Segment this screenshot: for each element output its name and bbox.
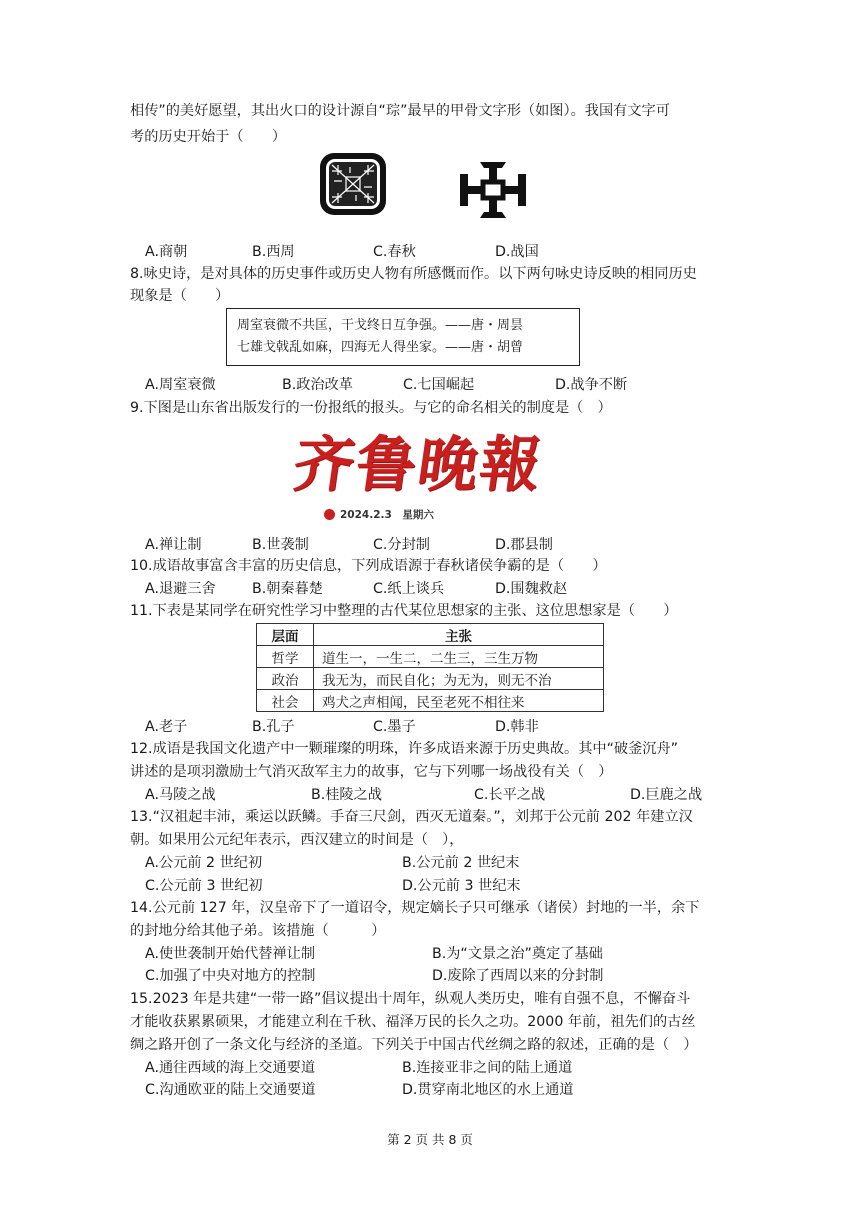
page-footer: 第 2 页 共 8 页: [387, 1132, 473, 1147]
table-cell-idea: 道生一，一生二，二生三，三生万物: [314, 646, 604, 668]
table-cell-idea: 鸡犬之声相闻，民至老死不相往来: [314, 690, 604, 712]
q10-option-c[interactable]: C.纸上谈兵: [373, 581, 445, 597]
q10-text-line1: 10.成语故事富含丰富的历史信息，下列成语源于春秋诸侯争霸的是（ ）: [130, 558, 607, 574]
table-row: [257, 668, 604, 690]
q8-option-a[interactable]: A.周室衰微: [145, 377, 216, 393]
q7-option-a[interactable]: A.商朝: [145, 244, 188, 260]
q12-option-b[interactable]: B.桂陵之战: [311, 787, 382, 803]
q15-text-line1: 15.2023 年是共建“一带一路”倡议提出十周年，纵观人类历史，唯有自强不息，不懈奋斗: [130, 991, 691, 1007]
q11-option-b[interactable]: B.孔子: [252, 719, 295, 735]
q10-option-b[interactable]: B.朝秦暮楚: [252, 581, 323, 597]
q8-option-c[interactable]: C.七国崛起: [403, 377, 475, 393]
q13-option-b[interactable]: B.公元前 2 世纪末: [402, 855, 520, 871]
q9-option-d[interactable]: D.郡县制: [495, 537, 553, 553]
table-row: [257, 646, 604, 668]
q15-text-line3: 绸之路开创了一条文化与经济的圣道。下列关于中国古代丝绸之路的叙述，正确的是（ ）: [130, 1037, 698, 1053]
q8-option-d[interactable]: D.战争不断: [555, 377, 628, 393]
q7-option-d[interactable]: D.战国: [495, 244, 539, 260]
table-cell-layer: 社会: [257, 690, 314, 712]
q7-option-c[interactable]: C.春秋: [373, 244, 416, 260]
q13-option-a[interactable]: A.公元前 2 世纪初: [145, 855, 263, 871]
q8-poem-line1: 周室衰微不共匡，干戈终日互争强。——唐・周昙: [237, 318, 524, 333]
q12-option-a[interactable]: A.马陵之战: [145, 787, 216, 803]
q14-option-d[interactable]: D.废除了西周以来的分封制: [432, 968, 604, 984]
table-cell-layer: 哲学: [257, 646, 314, 668]
q8-text-line1: 8.咏史诗，是对具体的历史事件或历史人物有所感慨而作。以下两句咏史诗反映的相同历史: [130, 266, 697, 282]
table-header-layer: 层面: [257, 624, 314, 646]
q8-poem-box: [226, 308, 580, 366]
q14-option-b[interactable]: B.为“文景之治”奠定了基础: [432, 946, 603, 962]
table-header-idea: 主张: [314, 624, 604, 646]
q7-option-b[interactable]: B.西周: [252, 244, 295, 260]
q9-option-a[interactable]: A.禅让制: [145, 537, 202, 553]
q15-option-d[interactable]: D.贯穿南北地区的水上通道: [402, 1082, 574, 1098]
q9-option-c[interactable]: C.分封制: [373, 537, 430, 553]
q13-text-line2: 朝。如果用公元纪年表示，西汉建立的时间是（ ），: [130, 832, 464, 848]
q8-option-b[interactable]: B.政治改革: [282, 377, 353, 393]
q15-text-line2: 才能收获累累硕果，才能建立利在千秋、福泽万民的长久之功。2000 年前，祖先们的古丝: [130, 1014, 696, 1030]
q11-option-c[interactable]: C.墨子: [373, 719, 416, 735]
q14-text-line2: 的封地分给其他子弟。该措施（ ）: [130, 923, 386, 939]
q12-text-line2: 讲述的是项羽激励士气消灭敌军主力的故事，它与下列哪一场战役有关（ ）: [130, 764, 613, 780]
q14-text-line1: 14.公元前 127 年，汉皇帝下了一道诏令，规定嫡长子只可继承（诸侯）封地的一半，余下: [130, 900, 700, 916]
q13-option-d[interactable]: D.公元前 3 世纪末: [402, 878, 521, 894]
cong-oracle-bone-glyph-image: [458, 160, 528, 220]
thinker-ideas-table: [256, 623, 604, 712]
q11-option-d[interactable]: D.韩非: [495, 719, 539, 735]
table-row: [257, 690, 604, 712]
q12-option-c[interactable]: C.长平之战: [474, 787, 546, 803]
q8-poem-line2: 七雄戈戟乱如麻，四海无人得坐家。——唐・胡曾: [237, 340, 524, 355]
q11-option-a[interactable]: A.老子: [145, 719, 188, 735]
q12-text-line1: 12.成语是我国文化遗产中一颗璀璨的明珠，许多成语来源于历史典故。其中“破釜沉舟”: [130, 741, 679, 757]
q9-option-b[interactable]: B.世袭制: [252, 537, 309, 553]
table-cell-idea: 我无为，而民自化；为无为，则无不治: [314, 668, 604, 690]
q11-text-line1: 11.下表是某同学在研究性学习中整理的古代某位思想家的主张、这位思想家是（ ）: [130, 603, 678, 619]
q7-text-line2: 考的历史开始于（ ）: [130, 129, 287, 145]
newspaper-masthead-image: [289, 424, 556, 524]
q9-text-line1: 9.下图是山东省出版发行的一份报纸的报头。与它的命名相关的制度是（ ）: [130, 400, 612, 416]
q7-text-line1: 相传”的美好愿望，其出火口的设计源自“琮”最早的甲骨文字形（如图）。我国有文字可: [130, 103, 670, 119]
table-header-row: [257, 624, 604, 646]
q14-option-c[interactable]: C.加强了中央对地方的控制: [145, 968, 316, 984]
q15-option-b[interactable]: B.连接亚非之间的陆上通道: [402, 1060, 573, 1076]
table-cell-layer: 政治: [257, 668, 314, 690]
q12-option-d[interactable]: D.巨鹿之战: [630, 787, 703, 803]
q10-option-a[interactable]: A.退避三舍: [145, 581, 216, 597]
newspaper-title: 齐鲁晚報: [289, 430, 547, 500]
q14-option-a[interactable]: A.使世袭制开始代替禅让制: [145, 946, 316, 962]
q15-option-a[interactable]: A.通往西域的海上交通要道: [145, 1060, 316, 1076]
q10-option-d[interactable]: D.围魏救赵: [495, 581, 568, 597]
q8-text-line2: 现象是（ ）: [130, 288, 230, 304]
newspaper-date: 2024.2.3 星期六: [340, 509, 434, 521]
q15-option-c[interactable]: C.沟通欧亚的陆上交通要道: [145, 1082, 316, 1098]
newspaper-logo-icon: [324, 509, 335, 520]
q13-option-c[interactable]: C.公元前 3 世纪初: [145, 878, 263, 894]
q13-text-line1: 13.“汉祖起丰沛，乘运以跃鳞。手奋三尺剑，西灭无道秦。”，刘邦于公元前 202 年建立汉: [130, 809, 693, 825]
cong-jade-artifact-image: [318, 151, 388, 217]
